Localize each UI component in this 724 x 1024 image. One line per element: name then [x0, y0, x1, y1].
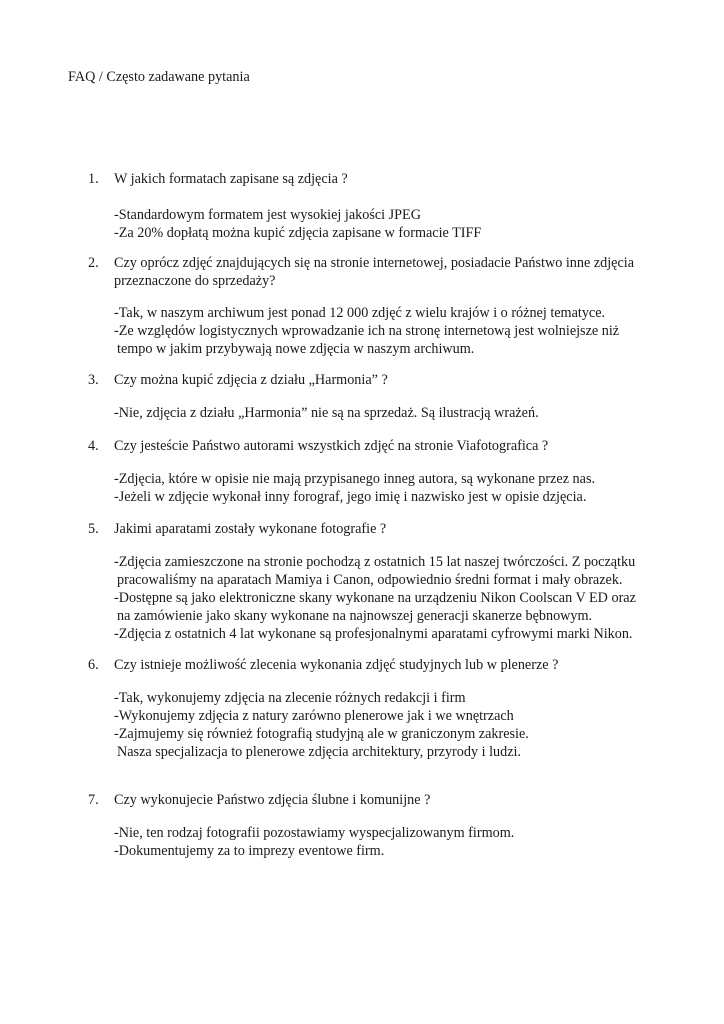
- faq-number: 6.: [88, 657, 99, 673]
- answer-line: -Zdjęcia z ostatnich 4 lat wykonane są profesjonalnymi aparatami cyfrowymi marki Nikon.: [114, 626, 633, 642]
- answer-line: -Tak, wykonujemy zdjęcia na zlecenie różnych redakcji i firm: [114, 690, 466, 706]
- faq-number: 3.: [88, 372, 99, 388]
- question-line: Czy istnieje możliwość zlecenia wykonania zdjęć studyjnych lub w plenerze ?: [114, 657, 559, 673]
- faq-number: 4.: [88, 438, 99, 454]
- answer-line: -Nie, zdjęcia z działu „Harmonia” nie są na sprzedaż. Są ilustracją wrażeń.: [114, 405, 539, 421]
- answer-line: -Tak, w naszym archiwum jest ponad 12 000 zdjęć z wielu krajów i o różnej tematyce.: [114, 305, 606, 321]
- answer-line: -Dostępne są jako elektroniczne skany wykonane na urządzeniu Nikon Coolscan V ED oraz: [114, 590, 636, 606]
- faq-answer: [114, 824, 684, 860]
- answer-line: -Zdjęcia, które w opisie nie mają przypisanego inneg autora, są wykonane przez nas.: [114, 471, 596, 487]
- faq-answer: [114, 553, 684, 643]
- faq-number: 1.: [88, 171, 99, 187]
- question-line: Czy oprócz zdjęć znajdujących się na stronie internetowej, posiadacie Państwo inne zdjęcia: [114, 255, 635, 271]
- faq-answer: [114, 404, 684, 422]
- question-line: przeznaczone do sprzedaży?: [114, 273, 276, 289]
- faq-answer: [114, 470, 684, 506]
- faq-question: [114, 791, 674, 809]
- answer-line: -Zajmujemy się również fotografią studyjną ale w graniczonym zakresie.: [114, 726, 529, 742]
- faq-answer: [114, 206, 684, 242]
- faq-question: [114, 371, 674, 389]
- answer-line: -Ze względów logistycznych wprowadzanie ich na stronę internetową jest wolniejsze niż: [114, 323, 620, 339]
- answer-line: Nasza specjalizacja to plenerowe zdjęcia architektury, przyrody i ludzi.: [117, 744, 522, 760]
- page-title: FAQ / Często zadawane pytania: [68, 69, 250, 85]
- answer-line: -Wykonujemy zdjęcia z natury zarówno plenerowe jak i we wnętrzach: [114, 708, 514, 724]
- faq-question: [114, 254, 674, 290]
- faq-answer: [114, 689, 684, 761]
- answer-line: -Zdjęcia zamieszczone na stronie pochodzą z ostatnich 15 lat naszej twórczości. Z początku: [114, 554, 636, 570]
- faq-answer: [114, 304, 684, 358]
- answer-line: tempo w jakim przybywają nowe zdjęcia w naszym archiwum.: [117, 341, 475, 357]
- answer-line: -Jeżeli w zdjęcie wykonał inny forograf, jego imię i nazwisko jest w opisie dzjęcia.: [114, 489, 587, 505]
- faq-question: [114, 437, 674, 455]
- faq-question: [114, 656, 674, 674]
- answer-line: -Za 20% dopłatą można kupić zdjęcia zapisane w formacie TIFF: [114, 225, 482, 241]
- question-line: Czy wykonujecie Państwo zdjęcia ślubne i komunijne ?: [114, 792, 431, 808]
- answer-line: pracowaliśmy na aparatach Mamiya i Canon, odpowiednio średni format i mały obrazek.: [117, 572, 623, 588]
- question-line: Czy jesteście Państwo autorami wszystkich zdjęć na stronie Viafotografica ?: [114, 438, 549, 454]
- faq-number: 2.: [88, 255, 99, 271]
- question-line: Jakimi aparatami zostały wykonane fotografie ?: [114, 521, 387, 537]
- faq-question: [114, 520, 674, 538]
- answer-line: -Standardowym formatem jest wysokiej jakości JPEG: [114, 207, 421, 223]
- answer-line: -Dokumentujemy za to imprezy eventowe firm.: [114, 843, 385, 859]
- faq-question: [114, 170, 674, 188]
- faq-number: 5.: [88, 521, 99, 537]
- question-line: Czy można kupić zdjęcia z działu „Harmonia” ?: [114, 372, 388, 388]
- question-line: W jakich formatach zapisane są zdjęcia ?: [114, 171, 348, 187]
- faq-number: 7.: [88, 792, 99, 808]
- answer-line: -Nie, ten rodzaj fotografii pozostawiamy wyspecjalizowanym firmom.: [114, 825, 515, 841]
- answer-line: na zamówienie jako skany wykonane na najnowszej generacji skanerze bębnowym.: [117, 608, 593, 624]
